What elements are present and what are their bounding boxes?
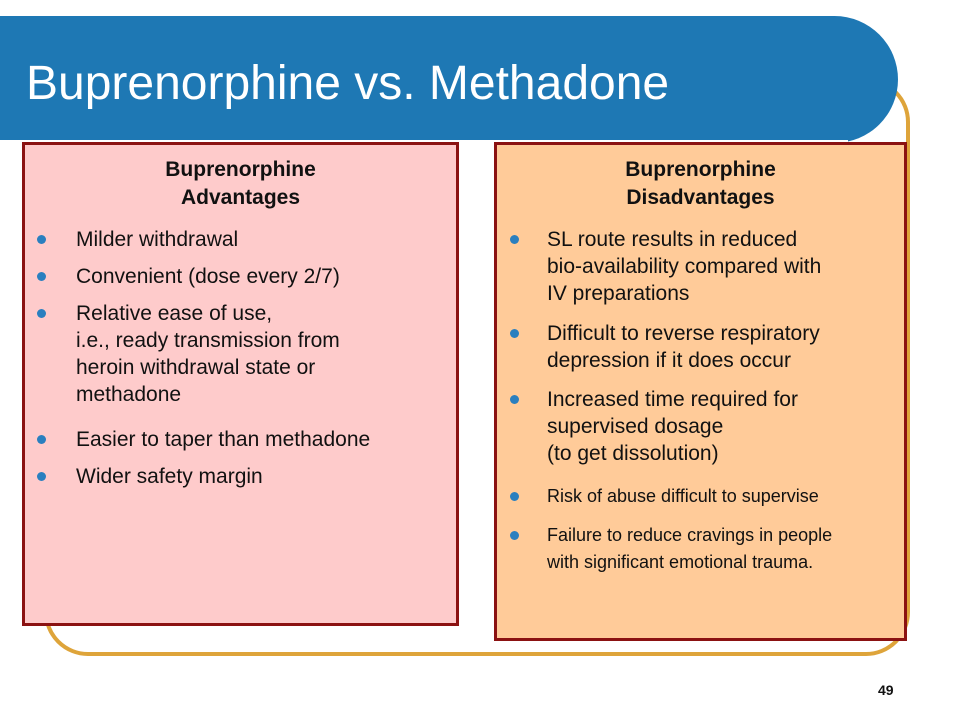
bullet-dot-icon	[510, 531, 519, 540]
bullet-dot-icon	[510, 492, 519, 501]
bullet-text: Relative ease of use, i.e., ready transmission from heroin withdrawal state or methadone	[76, 302, 340, 406]
page-number: 49	[878, 682, 894, 698]
bullet-dot-icon	[37, 472, 46, 481]
bullet-dot-icon	[37, 309, 46, 318]
bullet-dot-icon	[37, 435, 46, 444]
bullet-text: Convenient (dose every 2/7)	[76, 265, 340, 288]
bullet-text: Wider safety margin	[76, 465, 263, 488]
disadvantages-panel	[494, 142, 907, 641]
bullet-text: Increased time required for supervised dosage (to get dissolution)	[547, 388, 798, 465]
bullet-text: Easier to taper than methadone	[76, 428, 371, 451]
advantages-heading: Buprenorphine Advantages	[165, 158, 316, 209]
advantages-list	[25, 145, 456, 623]
bullet-dot-icon	[37, 235, 46, 244]
advantages-panel	[22, 142, 459, 626]
disadvantages-list	[497, 145, 904, 638]
bullet-dot-icon	[510, 395, 519, 404]
bullet-text: Failure to reduce cravings in people with significant emotional trauma.	[547, 525, 833, 572]
bullet-dot-icon	[510, 235, 519, 244]
bullet-dot-icon	[510, 329, 519, 338]
bullet-text: Milder withdrawal	[76, 228, 239, 251]
bullet-dot-icon	[37, 272, 46, 281]
bullet-text: Risk of abuse difficult to supervise	[547, 486, 819, 506]
bullet-text: SL route results in reduced bio-availability compared with IV preparations	[547, 228, 822, 305]
slide-title: Buprenorphine vs. Methadone	[26, 57, 670, 110]
disadvantages-heading: Buprenorphine Disadvantages	[625, 158, 776, 209]
bullet-text: Difficult to reverse respiratory depression if it does occur	[547, 322, 820, 372]
title-bar	[0, 16, 898, 143]
